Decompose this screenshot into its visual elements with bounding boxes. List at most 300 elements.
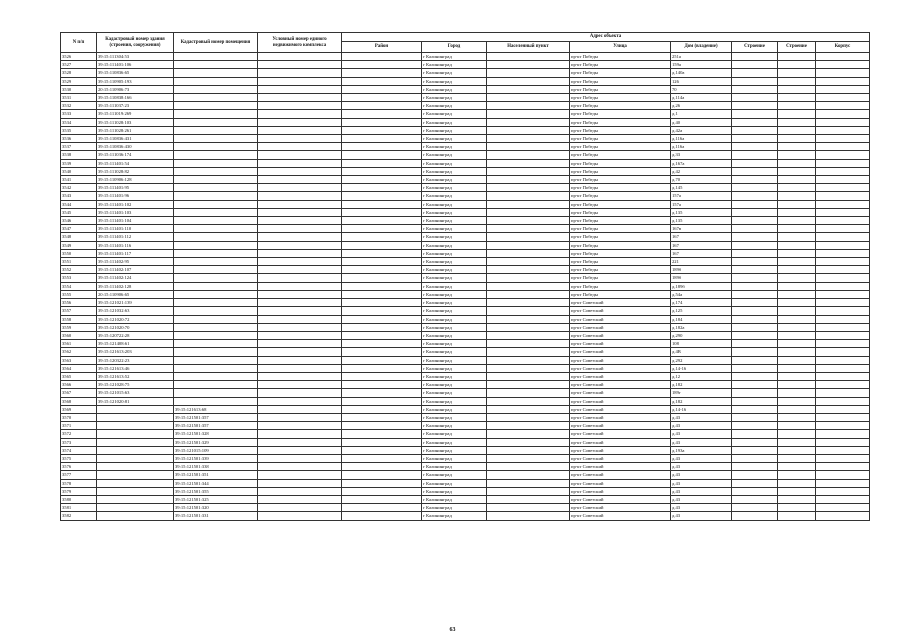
table-row — [61, 282, 870, 290]
cell-cad-building: 39:15:110906:128 — [97, 176, 174, 184]
cell-conditional — [258, 495, 342, 503]
cell-settlement — [487, 315, 570, 323]
cell-conditional — [258, 77, 342, 85]
cell-cad-building — [97, 430, 174, 438]
cell-district — [342, 274, 422, 282]
cell-house: д.40 — [671, 118, 732, 126]
cell-cad-premises — [174, 200, 258, 208]
cell-building — [778, 356, 816, 364]
cell-building — [778, 454, 816, 462]
cell-apartment — [816, 143, 870, 151]
cell-conditional — [258, 85, 342, 93]
cell-apartment — [816, 348, 870, 356]
cell-apartment — [816, 258, 870, 266]
cell-cad-building — [97, 495, 174, 503]
cell-conditional — [258, 135, 342, 143]
cell-num: 3556 — [61, 299, 97, 307]
cell-house: д.125 — [671, 307, 732, 315]
cell-cad-building: 39:15:110836:430 — [97, 143, 174, 151]
table-row — [61, 340, 870, 348]
cell-conditional — [258, 102, 342, 110]
cell-conditional — [258, 200, 342, 208]
cell-cad-building — [97, 487, 174, 495]
cell-building — [778, 143, 816, 151]
cell-korpus — [732, 53, 778, 61]
cell-settlement — [487, 249, 570, 257]
cell-city: г Калининград — [422, 307, 487, 315]
cell-district — [342, 389, 422, 397]
cell-cad-premises — [174, 77, 258, 85]
cell-apartment — [816, 372, 870, 380]
cell-korpus — [732, 208, 778, 216]
cell-street: пр-кт Победы — [570, 258, 671, 266]
cell-settlement — [487, 266, 570, 274]
cell-building — [778, 397, 816, 405]
cell-conditional — [258, 290, 342, 298]
cell-building — [778, 258, 816, 266]
cell-street: пр-кт Победы — [570, 184, 671, 192]
cell-settlement — [487, 176, 570, 184]
cell-conditional — [258, 94, 342, 102]
cell-building — [778, 192, 816, 200]
cell-building — [778, 495, 816, 503]
cell-city: г Калининград — [422, 249, 487, 257]
cell-apartment — [816, 192, 870, 200]
cell-district — [342, 405, 422, 413]
cell-house: д.54а — [671, 290, 732, 298]
cell-cad-building: 39:15:111028:103 — [97, 118, 174, 126]
cell-district — [342, 233, 422, 241]
cell-city: г Калининград — [422, 340, 487, 348]
cell-city: г Калининград — [422, 430, 487, 438]
table-row — [61, 479, 870, 487]
table-row — [61, 217, 870, 225]
cell-korpus — [732, 454, 778, 462]
cell-num: 3571 — [61, 422, 97, 430]
cell-city: г Калининград — [422, 217, 487, 225]
cell-num: 3553 — [61, 274, 97, 282]
cell-conditional — [258, 233, 342, 241]
cell-num: 3581 — [61, 504, 97, 512]
cell-settlement — [487, 495, 570, 503]
cell-district — [342, 208, 422, 216]
cell-num: 3548 — [61, 233, 97, 241]
cell-num: 3562 — [61, 348, 97, 356]
cell-house: д.182 — [671, 381, 732, 389]
cell-building — [778, 430, 816, 438]
cell-street: пр-кт Советский — [570, 381, 671, 389]
cell-cad-premises — [174, 331, 258, 339]
table-row — [61, 381, 870, 389]
cell-apartment — [816, 454, 870, 462]
cell-num: 3567 — [61, 389, 97, 397]
cell-cad-premises — [174, 184, 258, 192]
cell-settlement — [487, 85, 570, 93]
cell-cad-premises — [174, 167, 258, 175]
header-cad-premises: Кадастровый номер помещения — [174, 33, 258, 53]
table-row — [61, 348, 870, 356]
cell-cad-premises — [174, 143, 258, 151]
cell-street: пр-кт Победы — [570, 110, 671, 118]
cell-korpus — [732, 77, 778, 85]
cell-city: г Калининград — [422, 299, 487, 307]
cell-street: пр-кт Советский — [570, 389, 671, 397]
cell-cad-premises — [174, 208, 258, 216]
table-row — [61, 413, 870, 421]
cell-cad-building: 39:15:121020:72 — [97, 315, 174, 323]
cell-cad-premises — [174, 348, 258, 356]
cell-district — [342, 463, 422, 471]
cell-district — [342, 61, 422, 69]
cell-apartment — [816, 282, 870, 290]
table-row — [61, 233, 870, 241]
cell-district — [342, 487, 422, 495]
table-row — [61, 176, 870, 184]
cell-cad-premises — [174, 94, 258, 102]
cell-apartment — [816, 274, 870, 282]
cell-apartment — [816, 53, 870, 61]
cell-building — [778, 479, 816, 487]
cell-settlement — [487, 307, 570, 315]
cell-num: 3534 — [61, 118, 97, 126]
cell-korpus — [732, 61, 778, 69]
cell-cad-building: 39:15:120722:28 — [97, 331, 174, 339]
cell-settlement — [487, 479, 570, 487]
cell-street: пр-кт Победы — [570, 53, 671, 61]
cell-cad-building: 39:15:120322:23 — [97, 356, 174, 364]
cell-cad-building — [97, 471, 174, 479]
table-row — [61, 200, 870, 208]
cell-district — [342, 118, 422, 126]
cell-district — [342, 356, 422, 364]
cell-korpus — [732, 233, 778, 241]
cell-cad-building: 39:15:111036:174 — [97, 151, 174, 159]
cell-district — [342, 430, 422, 438]
cell-conditional — [258, 151, 342, 159]
cell-korpus — [732, 126, 778, 134]
cell-house: д.14-16 — [671, 364, 732, 372]
table-row — [61, 454, 870, 462]
registry-table — [60, 32, 870, 521]
cell-apartment — [816, 422, 870, 430]
cell-city: г Калининград — [422, 405, 487, 413]
cell-street: пр-кт Победы — [570, 118, 671, 126]
cell-apartment — [816, 364, 870, 372]
cell-city: г Калининград — [422, 290, 487, 298]
cell-korpus — [732, 504, 778, 512]
cell-settlement — [487, 323, 570, 331]
cell-conditional — [258, 340, 342, 348]
cell-building — [778, 487, 816, 495]
cell-num: 3580 — [61, 495, 97, 503]
cell-building — [778, 446, 816, 454]
cell-num: 3549 — [61, 241, 97, 249]
table-row — [61, 422, 870, 430]
cell-building — [778, 471, 816, 479]
cell-house: д.189б — [671, 282, 732, 290]
cell-korpus — [732, 479, 778, 487]
cell-street: пр-кт Советский — [570, 405, 671, 413]
cell-cad-building: 39:15:111401:54 — [97, 159, 174, 167]
cell-cad-building: 39:15:111401:117 — [97, 249, 174, 257]
cell-korpus — [732, 135, 778, 143]
table-row — [61, 241, 870, 249]
cell-cad-building: 39:15:111402:128 — [97, 282, 174, 290]
cell-street: пр-кт Победы — [570, 274, 671, 282]
cell-city: г Калининград — [422, 258, 487, 266]
cell-num: 3538 — [61, 151, 97, 159]
cell-conditional — [258, 217, 342, 225]
table-row — [61, 118, 870, 126]
cell-conditional — [258, 110, 342, 118]
cell-building — [778, 438, 816, 446]
table-row — [61, 372, 870, 380]
cell-apartment — [816, 94, 870, 102]
cell-cad-building: 39:15:121032:63 — [97, 307, 174, 315]
cell-apartment — [816, 323, 870, 331]
cell-cad-premises — [174, 192, 258, 200]
cell-cad-building: 39:15:110905:193 — [97, 77, 174, 85]
cell-building — [778, 208, 816, 216]
cell-conditional — [258, 61, 342, 69]
cell-city: г Калининград — [422, 200, 487, 208]
cell-city: г Калининград — [422, 438, 487, 446]
cell-apartment — [816, 463, 870, 471]
cell-street: пр-кт Советский — [570, 397, 671, 405]
cell-apartment — [816, 77, 870, 85]
table-row — [61, 364, 870, 372]
cell-korpus — [732, 102, 778, 110]
cell-num: 3547 — [61, 225, 97, 233]
cell-conditional — [258, 430, 342, 438]
cell-district — [342, 167, 422, 175]
cell-conditional — [258, 413, 342, 421]
cell-cad-premises — [174, 249, 258, 257]
cell-settlement — [487, 151, 570, 159]
cell-settlement — [487, 241, 570, 249]
cell-building — [778, 463, 816, 471]
cell-korpus — [732, 159, 778, 167]
cell-apartment — [816, 389, 870, 397]
cell-street: пр-кт Советский — [570, 372, 671, 380]
cell-conditional — [258, 372, 342, 380]
cell-city: г Калининград — [422, 495, 487, 503]
cell-conditional — [258, 479, 342, 487]
cell-korpus — [732, 110, 778, 118]
cell-cad-premises — [174, 102, 258, 110]
cell-korpus — [732, 381, 778, 389]
cell-house: 157а — [671, 200, 732, 208]
cell-street: пр-кт Победы — [570, 233, 671, 241]
cell-apartment — [816, 159, 870, 167]
cell-building — [778, 176, 816, 184]
cell-cad-building: 39:15:121613:52 — [97, 372, 174, 380]
cell-apartment — [816, 110, 870, 118]
cell-cad-premises: 39:15:121501:338 — [174, 463, 258, 471]
cell-cad-premises — [174, 266, 258, 274]
header-street: Улица — [570, 42, 671, 53]
cell-apartment — [816, 184, 870, 192]
cell-settlement — [487, 438, 570, 446]
cell-settlement — [487, 53, 570, 61]
cell-cad-building: 39:15:121613:203 — [97, 348, 174, 356]
cell-num: 3572 — [61, 430, 97, 438]
cell-district — [342, 413, 422, 421]
cell-conditional — [258, 364, 342, 372]
cell-settlement — [487, 430, 570, 438]
cell-korpus — [732, 69, 778, 77]
cell-city: г Калининград — [422, 69, 487, 77]
cell-street: пр-кт Победы — [570, 192, 671, 200]
cell-num: 3542 — [61, 184, 97, 192]
cell-city: г Калининград — [422, 274, 487, 282]
cell-cad-premises — [174, 274, 258, 282]
cell-cad-building — [97, 405, 174, 413]
table-row — [61, 495, 870, 503]
cell-district — [342, 381, 422, 389]
cell-num: 3561 — [61, 340, 97, 348]
cell-cad-building: 39:15:121028:75 — [97, 381, 174, 389]
cell-conditional — [258, 307, 342, 315]
cell-cad-premises — [174, 364, 258, 372]
cell-num: 3570 — [61, 413, 97, 421]
cell-num: 3531 — [61, 94, 97, 102]
cell-district — [342, 143, 422, 151]
cell-korpus — [732, 389, 778, 397]
cell-apartment — [816, 495, 870, 503]
cell-num: 3535 — [61, 126, 97, 134]
cell-city: г Калининград — [422, 225, 487, 233]
cell-conditional — [258, 167, 342, 175]
cell-korpus — [732, 487, 778, 495]
cell-num: 3532 — [61, 102, 97, 110]
table-row — [61, 290, 870, 298]
cell-district — [342, 151, 422, 159]
cell-city: г Калининград — [422, 381, 487, 389]
cell-settlement — [487, 200, 570, 208]
cell-house: д.193а — [671, 446, 732, 454]
cell-district — [342, 282, 422, 290]
cell-building — [778, 200, 816, 208]
cell-korpus — [732, 463, 778, 471]
cell-num: 3558 — [61, 315, 97, 323]
cell-conditional — [258, 225, 342, 233]
cell-building — [778, 126, 816, 134]
cell-district — [342, 241, 422, 249]
cell-conditional — [258, 192, 342, 200]
cell-city: г Калининград — [422, 463, 487, 471]
cell-num: 3582 — [61, 512, 97, 520]
cell-building — [778, 110, 816, 118]
cell-korpus — [732, 274, 778, 282]
cell-street: пр-кт Победы — [570, 290, 671, 298]
cell-apartment — [816, 167, 870, 175]
cell-street: пр-кт Победы — [570, 143, 671, 151]
cell-apartment — [816, 413, 870, 421]
header-apartment: Корпус — [816, 42, 870, 53]
cell-district — [342, 323, 422, 331]
cell-conditional — [258, 208, 342, 216]
cell-cad-premises — [174, 151, 258, 159]
cell-apartment — [816, 446, 870, 454]
cell-cad-building — [97, 463, 174, 471]
cell-num: 3551 — [61, 258, 97, 266]
cell-district — [342, 504, 422, 512]
table-row — [61, 85, 870, 93]
cell-apartment — [816, 217, 870, 225]
cell-district — [342, 110, 422, 118]
cell-street: пр-кт Победы — [570, 217, 671, 225]
cell-apartment — [816, 241, 870, 249]
cell-conditional — [258, 397, 342, 405]
table-row — [61, 258, 870, 266]
table-row — [61, 135, 870, 143]
cell-cad-premises: 39:15:121613:68 — [174, 405, 258, 413]
cell-cad-building — [97, 438, 174, 446]
cell-cad-premises: 39:15:121501:325 — [174, 495, 258, 503]
cell-house: д.116а — [671, 135, 732, 143]
cell-building — [778, 340, 816, 348]
cell-korpus — [732, 331, 778, 339]
cell-city: г Калининград — [422, 118, 487, 126]
cell-street: пр-кт Победы — [570, 126, 671, 134]
cell-korpus — [732, 422, 778, 430]
cell-cad-building — [97, 446, 174, 454]
cell-cad-building: 39:15:111019:269 — [97, 110, 174, 118]
header-city: Город — [422, 42, 487, 53]
cell-street: пр-кт Советский — [570, 487, 671, 495]
cell-cad-building: 39:15:111401:96 — [97, 192, 174, 200]
cell-settlement — [487, 356, 570, 364]
cell-house: д.174 — [671, 299, 732, 307]
cell-cad-building: 39:15:111401:95 — [97, 184, 174, 192]
cell-korpus — [732, 258, 778, 266]
cell-settlement — [487, 372, 570, 380]
table-row — [61, 299, 870, 307]
cell-building — [778, 233, 816, 241]
cell-cad-premises — [174, 381, 258, 389]
cell-korpus — [732, 323, 778, 331]
cell-street: пр-кт Победы — [570, 208, 671, 216]
cell-korpus — [732, 266, 778, 274]
cell-cad-building — [97, 454, 174, 462]
cell-district — [342, 135, 422, 143]
cell-apartment — [816, 176, 870, 184]
cell-cad-building: 39:15:121020:81 — [97, 397, 174, 405]
cell-cad-premises — [174, 356, 258, 364]
cell-apartment — [816, 151, 870, 159]
cell-building — [778, 290, 816, 298]
table-row — [61, 61, 870, 69]
cell-cad-premises: 39:15:121501:329 — [174, 438, 258, 446]
cell-building — [778, 53, 816, 61]
cell-settlement — [487, 77, 570, 85]
cell-city: г Калининград — [422, 143, 487, 151]
cell-apartment — [816, 290, 870, 298]
cell-building — [778, 323, 816, 331]
cell-street: пр-кт Советский — [570, 364, 671, 372]
cell-apartment — [816, 479, 870, 487]
header-house: Дом (владение) — [671, 42, 732, 53]
cell-settlement — [487, 282, 570, 290]
cell-city: г Калининград — [422, 479, 487, 487]
cell-street: пр-кт Победы — [570, 241, 671, 249]
table-row — [61, 331, 870, 339]
cell-num: 3541 — [61, 176, 97, 184]
cell-settlement — [487, 397, 570, 405]
table-row — [61, 225, 870, 233]
cell-building — [778, 422, 816, 430]
